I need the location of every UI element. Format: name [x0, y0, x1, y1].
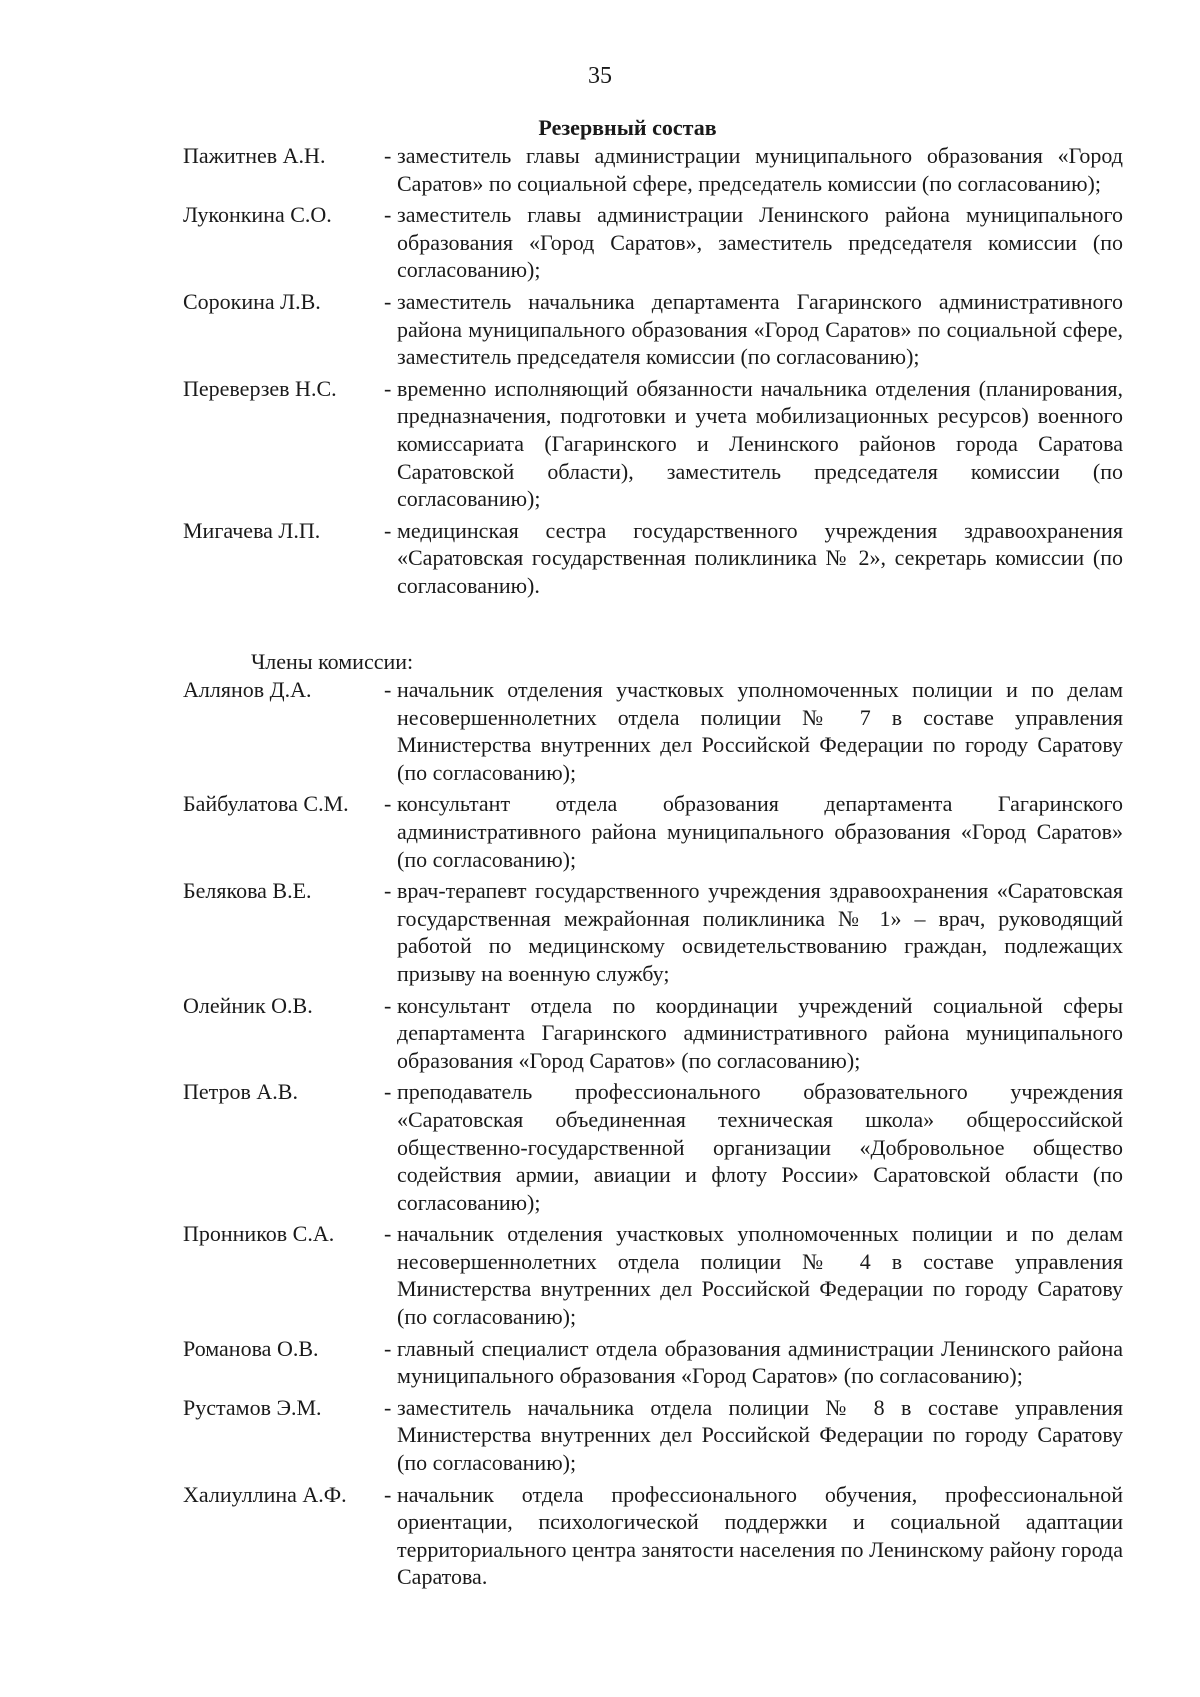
page-number: 35 — [588, 63, 612, 89]
list-item — [183, 375, 1123, 513]
list-item — [183, 201, 1123, 284]
person-role: начальник отдела профессионального обучения, профессиональной ориентации, психологической поддержки и социальной адаптации территориального центра занятости населения по Ленинскому району города Саратова. — [397, 1481, 1123, 1590]
dash: - — [384, 143, 392, 168]
dash: - — [384, 791, 392, 817]
dash: - — [384, 288, 392, 314]
person-name: Пажитнев А.Н. — [183, 143, 326, 168]
list-item — [183, 1394, 1123, 1477]
person-name: Халиуллина А.Ф. — [183, 1481, 347, 1507]
person-role: заместитель главы администрации муниципального образования «Город Саратов» по социальной сфере, председатель комиссии (по согласованию); — [397, 143, 1123, 196]
person-name: Переверзев Н.С. — [183, 375, 337, 401]
list-item — [183, 1335, 1123, 1390]
person-role: заместитель начальника отдела полиции № 8 в составе управления Министерства внутренних дел Российской Федерации по городу Саратову (по согласованию); — [397, 1394, 1123, 1476]
person-name: Байбулатова С.М. — [183, 791, 349, 817]
person-name: Рустамов Э.М. — [183, 1394, 322, 1420]
person-role: консультант отдела образования департамента Гагаринского административного района муниципального образования «Город Саратов» (по согласованию); — [397, 791, 1123, 872]
dash: - — [384, 992, 392, 1018]
dash: - — [384, 1481, 392, 1507]
dash: - — [384, 1335, 392, 1361]
person-role: временно исполняющий обязанности начальника отделения (планирования, предназначения, подготовки и учета мобилизационных ресурсов) военного комиссариата (Гагаринского и Ленинского районов города Саратова Саратовской области), заместитель председателя комиссии (по согласованию); — [397, 375, 1123, 512]
person-role: начальник отделения участковых уполномоченных полиции и по делам несовершеннолетних отдела полиции № 4 в составе управления Министерства внутренних дел Российской Федерации по городу Саратову (по согласованию); — [397, 1221, 1123, 1330]
person-name: Мигачева Л.П. — [183, 517, 321, 543]
reserve-title: Резервный состав — [538, 115, 717, 140]
person-role: врач-терапевт государственного учреждения здравоохранения «Саратовская государственная межрайонная поликлиника № 1» – врач, руководящий работой по медицинскому освидетельствованию граждан, подлежащих призыву на военную службу; — [397, 878, 1123, 986]
person-name: Петров А.В. — [183, 1079, 298, 1105]
person-role: медицинская сестра государственного учреждения здравоохранения «Саратовская государственная поликлиника № 2», секретарь комиссии (по согласованию). — [397, 517, 1123, 598]
list-item — [183, 992, 1123, 1075]
dash: - — [384, 1079, 392, 1105]
person-name: Луконкина С.О. — [183, 202, 332, 228]
list-item — [183, 1220, 1123, 1330]
members-list — [183, 676, 1123, 1595]
dash: - — [384, 517, 392, 543]
reserve-list — [183, 142, 1123, 604]
person-role: главный специалист отдела образования администрации Ленинского района муниципального образования «Город Саратов» (по согласованию); — [397, 1335, 1123, 1389]
list-item — [183, 1078, 1123, 1216]
dash: - — [384, 1221, 392, 1247]
members-heading: Члены комиссии: — [251, 649, 414, 674]
dash: - — [384, 878, 392, 904]
list-item — [183, 790, 1123, 873]
person-name: Пронников С.А. — [183, 1221, 335, 1247]
dash: - — [384, 1394, 392, 1420]
dash: - — [384, 202, 392, 228]
dash: - — [384, 375, 392, 401]
list-item — [183, 877, 1123, 987]
person-name: Романова О.В. — [183, 1335, 319, 1361]
person-role: заместитель главы администрации Ленинского района муниципального образования «Город Саратов», заместитель председателя комиссии (по согласованию); — [397, 202, 1123, 283]
list-item — [183, 288, 1123, 371]
list-item — [183, 1481, 1123, 1591]
person-role: заместитель начальника департамента Гагаринского административного района муниципального образования «Город Саратов» по социальной сфере, заместитель председателя комиссии (по согласованию); — [397, 288, 1123, 370]
person-role: консультант отдела по координации учреждений социальной сферы департамента Гагаринского административного района муниципального образования «Город Саратов» (по согласованию); — [397, 992, 1123, 1073]
person-name: Сорокина Л.В. — [183, 288, 321, 314]
person-role: преподаватель профессионального образовательного учреждения «Саратовская объединенная техническая школа» общероссийской общественно-государственной организации «Добровольное общество содействия армии, авиации и флоту России» Саратовской области (по согласованию); — [397, 1079, 1123, 1215]
person-name: Белякова В.Е. — [183, 878, 312, 904]
list-item — [183, 142, 1123, 197]
person-name: Аллянов Д.А. — [183, 677, 312, 702]
dash: - — [384, 677, 392, 702]
person-name: Олейник О.В. — [183, 992, 313, 1018]
list-item — [183, 517, 1123, 600]
list-item — [183, 676, 1123, 786]
person-role: начальник отделения участковых уполномоченных полиции и по делам несовершеннолетних отдела полиции № 7 в составе управления Министерства внутренних дел Российской Федерации по городу Саратову (по согласованию); — [397, 677, 1123, 785]
